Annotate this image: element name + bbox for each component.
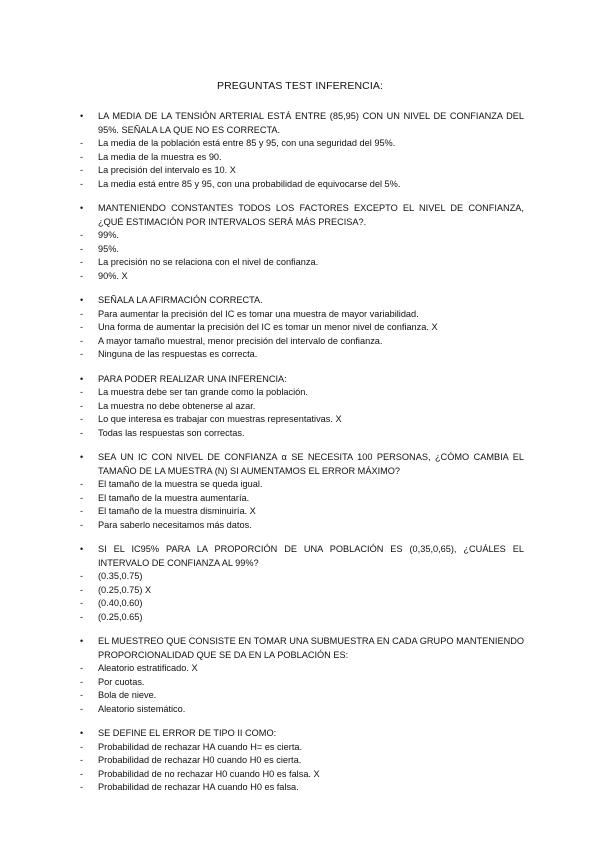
dash-marker: - bbox=[80, 492, 84, 503]
option-list bbox=[80, 137, 524, 191]
dash-marker: - bbox=[80, 571, 84, 581]
dash-marker: - bbox=[80, 663, 84, 673]
dash-marker: - bbox=[80, 768, 84, 779]
bullet-icon: • bbox=[80, 636, 84, 646]
dash-marker: - bbox=[80, 349, 84, 359]
dash-marker: - bbox=[80, 322, 84, 332]
option-item: - Lo que interesa es trabajar con muestras representativas. X bbox=[80, 413, 524, 427]
question-7 bbox=[80, 635, 524, 716]
question-3 bbox=[80, 294, 524, 362]
dash-marker: - bbox=[80, 308, 84, 319]
dash-marker: - bbox=[80, 519, 84, 530]
option-item: - Aleatorio estratificado. X bbox=[80, 662, 524, 676]
dash-marker: - bbox=[80, 165, 84, 175]
option-item: - Una forma de aumentar la precisión del IC es tomar un menor nivel de confianza. X bbox=[80, 321, 524, 335]
option-item: - Ninguna de las respuestas es correcta. bbox=[80, 348, 524, 362]
dash-marker: - bbox=[80, 782, 84, 792]
dash-marker: - bbox=[80, 151, 84, 162]
dash-marker: - bbox=[80, 755, 84, 765]
dash-marker: - bbox=[80, 138, 84, 148]
dash-marker: - bbox=[80, 611, 84, 622]
option-item: - A mayor tamaño muestral, menor precisión del intervalo de confianza. bbox=[80, 335, 524, 349]
question-6 bbox=[80, 543, 524, 624]
page-title: PREGUNTAS TEST INFERENCIA: bbox=[217, 80, 383, 92]
option-item: - (0.40,0.60) bbox=[80, 597, 524, 611]
dash-marker: - bbox=[80, 506, 84, 516]
dash-marker: - bbox=[80, 178, 84, 189]
dash-marker: - bbox=[80, 335, 84, 346]
question-2 bbox=[80, 202, 524, 283]
option-item: - La media está entre 85 y 95, con una probabilidad de equivocarse del 5%. bbox=[80, 178, 524, 192]
option-item: - Probabilidad de rechazar HA cuando H0 es falsa. bbox=[80, 781, 524, 795]
bullet-icon: • bbox=[80, 728, 84, 738]
bullet-icon: • bbox=[80, 544, 84, 554]
question-text: SEA UN IC CON NIVEL DE CONFIANZA α SE NECESITA 100 PERSONAS, ¿CÓMO CAMBIA EL TAMAÑO DE LA MUESTRA (N) SI AUMENTAMOS EL ERROR MÁXIMO? bbox=[98, 452, 524, 476]
dash-marker: - bbox=[80, 257, 84, 267]
option-list bbox=[80, 308, 524, 362]
dash-marker: - bbox=[80, 427, 84, 438]
option-item: - Probabilidad de no rechazar H0 cuando H0 es falsa. X bbox=[80, 768, 524, 782]
bullet-icon: • bbox=[80, 373, 84, 384]
option-list bbox=[80, 478, 524, 532]
dash-marker: - bbox=[80, 387, 84, 397]
question-4 bbox=[80, 373, 524, 441]
option-item: - El tamaño de la muestra aumentaría. bbox=[80, 492, 524, 506]
option-item: - Aleatorio sistemático. bbox=[80, 703, 524, 717]
option-list bbox=[80, 741, 524, 795]
dash-marker: - bbox=[80, 400, 84, 411]
option-item: - El tamaño de la muestra se queda igual. bbox=[80, 478, 524, 492]
option-item: - (0.25,0.65) bbox=[80, 611, 524, 625]
option-item: - Bola de nieve. bbox=[80, 689, 524, 703]
bullet-icon: • bbox=[80, 111, 84, 121]
option-item: - Probabilidad de rechazar HA cuando H= es cierta. bbox=[80, 741, 524, 755]
option-item: - La media de la muestra es 90. bbox=[80, 151, 524, 165]
dash-marker: - bbox=[80, 741, 84, 752]
option-item: - La precisión no se relaciona con el nivel de confianza. bbox=[80, 256, 524, 270]
dash-marker: - bbox=[80, 414, 84, 424]
question-text: PARA PODER REALIZAR UNA INFERENCIA: bbox=[98, 373, 287, 384]
dash-marker: - bbox=[80, 690, 84, 700]
bullet-icon: • bbox=[80, 295, 84, 305]
option-item: - El tamaño de la muestra disminuiría. X bbox=[80, 505, 524, 519]
question-text: SEÑALA LA AFIRMACIÓN CORRECTA. bbox=[98, 295, 263, 305]
option-item: - 99%. bbox=[80, 229, 524, 243]
option-item: - Todas las respuestas son correctas. bbox=[80, 427, 524, 441]
question-text: MANTENIENDO CONSTANTES TODOS LOS FACTORES EXCEPTO EL NIVEL DE CONFIANZA, ¿QUÉ ESTIMACIÓN POR INTERVALOS SERÁ MÁS PRECISA?. bbox=[98, 203, 524, 227]
option-item: - La muestra no debe obtenerse al azar. bbox=[80, 400, 524, 414]
bullet-icon: • bbox=[80, 452, 84, 462]
question-list bbox=[80, 110, 524, 806]
question-8 bbox=[80, 727, 524, 795]
option-item: - 90%. X bbox=[80, 270, 524, 284]
dash-marker: - bbox=[80, 270, 84, 281]
dash-marker: - bbox=[80, 479, 84, 489]
option-item: - (0.35,0.75) bbox=[80, 570, 524, 584]
option-list bbox=[80, 386, 524, 440]
option-list bbox=[80, 662, 524, 716]
question-text: LA MEDIA DE LA TENSIÓN ARTERIAL ESTÁ ENTRE (85,95) CON UN NIVEL DE CONFIANZA DEL 95%. SEÑALA LA QUE NO ES CORRECTA. bbox=[98, 111, 524, 135]
option-item: - Para aumentar la precisión del IC es tomar una muestra de mayor variabilidad. bbox=[80, 308, 524, 322]
question-text: SE DEFINE EL ERROR DE TIPO II COMO: bbox=[98, 728, 277, 738]
question-text: EL MUESTREO QUE CONSISTE EN TOMAR UNA SUBMUESTRA EN CADA GRUPO MANTENIENDO PROPORCIONALIDAD QUE SE DA EN LA POBLACIÓN ES: bbox=[98, 636, 524, 660]
option-item: - (0.25,0.75) X bbox=[80, 584, 524, 598]
dash-marker: - bbox=[80, 243, 84, 254]
question-1 bbox=[80, 110, 524, 191]
option-list bbox=[80, 570, 524, 624]
option-item: - La precisión del intervalo es 10. X bbox=[80, 164, 524, 178]
question-text: SI EL IC95% PARA LA PROPORCIÓN DE UNA POBLACIÓN ES (0,35,0,65), ¿CUÁLES EL INTERVALO DE CONFIANZA AL 99%? bbox=[98, 544, 524, 568]
dash-marker: - bbox=[80, 598, 84, 608]
option-item: - 95%. bbox=[80, 243, 524, 257]
option-item: - Probabilidad de rechazar H0 cuando H0 es cierta. bbox=[80, 754, 524, 768]
question-5 bbox=[80, 451, 524, 532]
dash-marker: - bbox=[80, 676, 84, 687]
option-list bbox=[80, 229, 524, 283]
option-item: - La muestra debe ser tan grande como la población. bbox=[80, 386, 524, 400]
dash-marker: - bbox=[80, 703, 84, 714]
dash-marker: - bbox=[80, 584, 84, 595]
option-item: - Por cuotas. bbox=[80, 676, 524, 690]
dash-marker: - bbox=[80, 230, 84, 240]
option-item: - La media de la población está entre 85 y 95, con una seguridad del 95%. bbox=[80, 137, 524, 151]
option-item: - Para saberlo necesitamos más datos. bbox=[80, 519, 524, 533]
bullet-icon: • bbox=[80, 203, 84, 213]
